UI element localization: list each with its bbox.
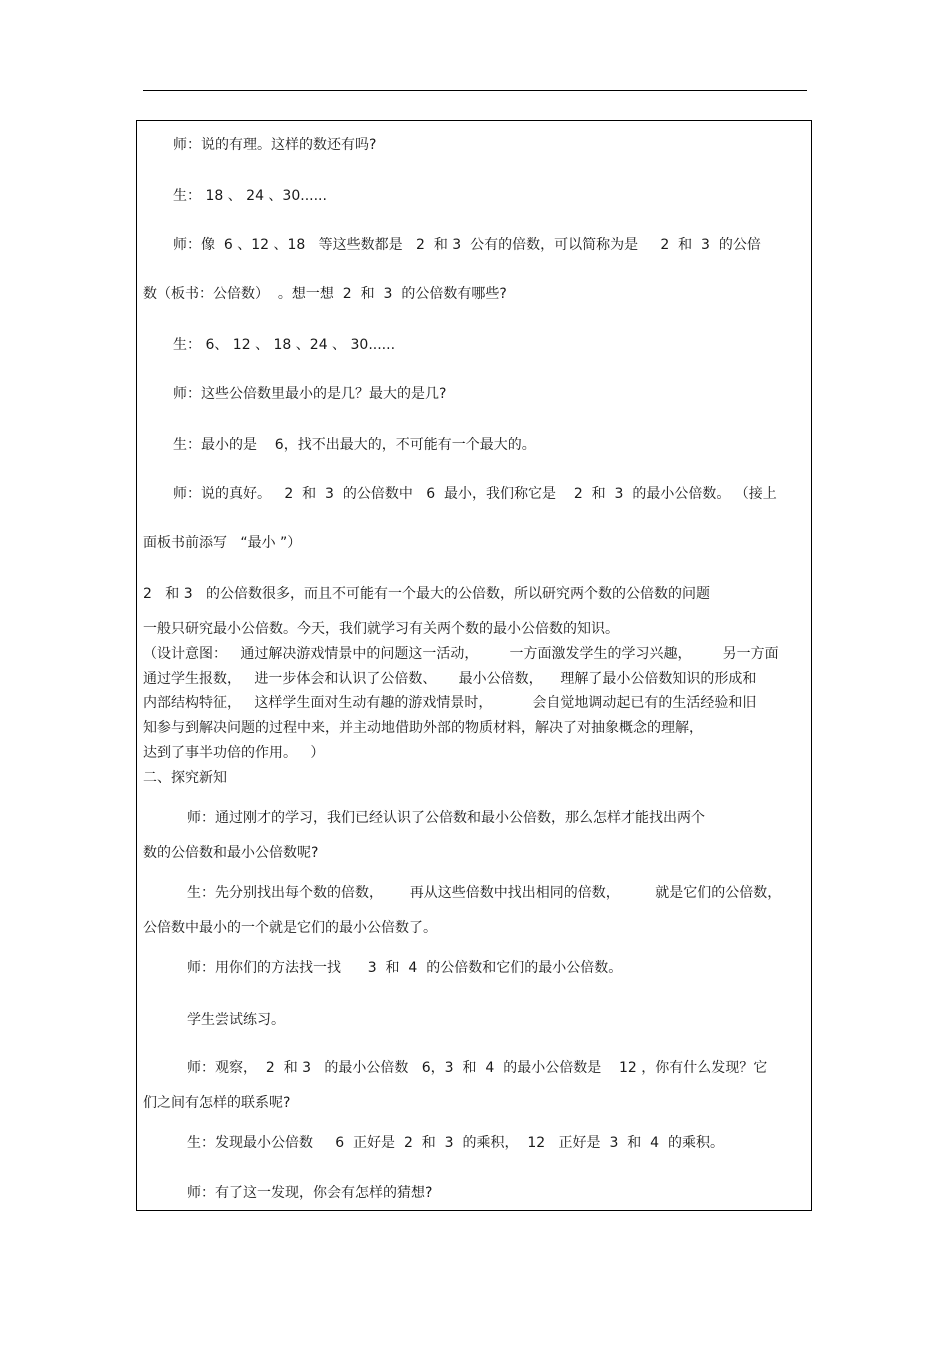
text-line: 师：说的有理。这样的数还有吗?: [173, 137, 377, 153]
text-line: 师：有了这一发现，你会有怎样的猜想?: [187, 1185, 433, 1201]
text-line: 一般只研究最小公倍数。今天，我们就学习有关两个数的最小公倍数的知识。: [143, 621, 619, 637]
text-line: 内部结构特征， 这样学生面对生动有趣的游戏情景时， 会自觉地调动起已有的生活经验和旧: [143, 695, 757, 711]
text-line: 知参与到解决问题的过程中来，并主动地借助外部的物质材料，解决了对抽象概念的理解，: [143, 720, 703, 736]
text-line: 生： 6、 12 、 18 、24 、 30......: [173, 337, 396, 353]
text-line: 生：最小的是 6，找不出最大的，不可能有一个最大的。: [173, 437, 536, 453]
text-line: 通过学生报数， 进一步体会和认识了公倍数、 最小公倍数， 理解了最小公倍数知识的形成和: [143, 671, 757, 687]
text-line: 生：发现最小公倍数 6 正好是 2 和 3 的乘积， 12 正好是 3 和 4 的乘积。: [187, 1135, 724, 1151]
text-line: 公倍数中最小的一个就是它们的最小公倍数了。: [143, 920, 437, 936]
text-line: 2 和 3 的公倍数很多，而且不可能有一个最大的公倍数，所以研究两个数的公倍数的问题: [143, 586, 710, 602]
section-heading: 二、探究新知: [143, 770, 227, 786]
text-line: 师：用你们的方法找一找 3 和 4 的公倍数和它们的最小公倍数。: [187, 960, 623, 976]
text-line: 师：像 6 、12 、18 等这些数都是 2 和 3 公有的倍数，可以简称为是 2 和 3 的公倍: [173, 237, 761, 253]
text-line: 数的公倍数和最小公倍数呢?: [143, 845, 319, 861]
text-line: （设计意图： 通过解决游戏情景中的问题这一活动， 一方面激发学生的学习兴趣， 另一方面: [143, 646, 779, 662]
text-line: 师：观察， 2 和 3 的最小公倍数 6，3 和 4 的最小公倍数是 12 ，你有什么发现？它: [187, 1060, 768, 1076]
header-rule: [143, 90, 807, 91]
text-line: 生：先分别找出每个数的倍数， 再从这些倍数中找出相同的倍数， 就是它们的公倍数，: [187, 885, 782, 901]
text-line: 生： 18 、 24 、30......: [173, 188, 327, 204]
content-frame: [136, 120, 812, 1211]
text-line: 师：通过刚才的学习，我们已经认识了公倍数和最小公倍数，那么怎样才能找出两个: [187, 810, 705, 826]
text-line: 师：这些公倍数里最小的是几？最大的是几?: [173, 386, 447, 402]
text-line: 师：说的真好。 2 和 3 的公倍数中 6 最小，我们称它是 2 和 3 的最小公倍数。 （接上: [173, 486, 777, 502]
text-line: 们之间有怎样的联系呢?: [143, 1095, 291, 1111]
text-line: 学生尝试练习。: [187, 1012, 285, 1028]
text-line: 面板书前添写 “最小 ”）: [143, 535, 302, 551]
text-line: 达到了事半功倍的作用。 ）: [143, 745, 325, 761]
text-line: 数（板书：公倍数） 。想一想 2 和 3 的公倍数有哪些?: [143, 286, 507, 302]
